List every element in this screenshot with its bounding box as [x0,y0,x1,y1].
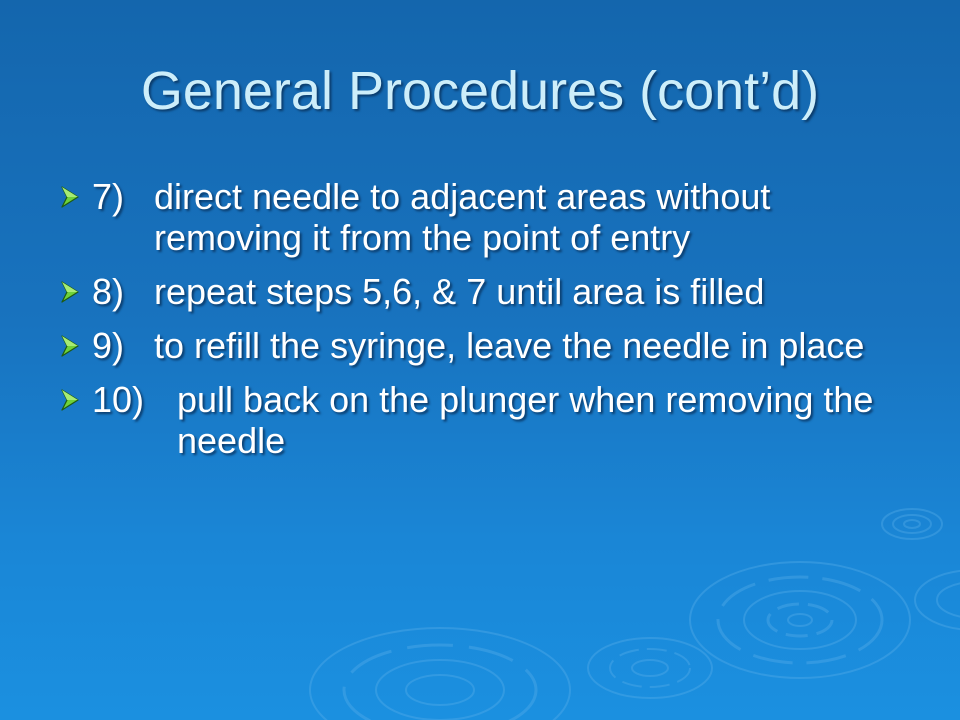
arrowhead-bullet-icon [58,388,82,412]
ripple-right-edge [915,570,960,630]
bullet-item-7 [58,176,918,258]
bullet-list [58,176,918,474]
step-text: pull back on the plunger when removing the needle [177,379,874,461]
bullet-text-row [92,379,918,461]
step-number: 10) [92,379,145,420]
step-number: 8) [92,271,125,312]
arrowhead-bullet-icon [58,334,82,358]
slide-title: General Procedures (cont’d) [140,61,820,121]
ripple-large [690,562,910,678]
step-text: direct needle to adjacent areas without removing it from the point of entry [154,176,771,258]
step-number: 7) [92,176,125,217]
bullet-item-8 [58,271,918,312]
ripple-small-right [882,509,942,539]
bullet-text-row [92,271,918,312]
ripple-bottom-middle [588,638,712,698]
bullet-text-row [92,176,918,258]
arrowhead-bullet-icon [58,280,82,304]
bullet-item-10 [58,379,918,461]
bullet-item-9 [58,325,918,366]
bullet-text-row [92,325,918,366]
step-number: 9) [92,325,125,366]
step-text: repeat steps 5,6, & 7 until area is filled [154,271,765,312]
arrowhead-bullet-icon [58,185,82,209]
ripple-bottom-left [310,628,570,720]
step-text: to refill the syringe, leave the needle in place [154,325,865,366]
